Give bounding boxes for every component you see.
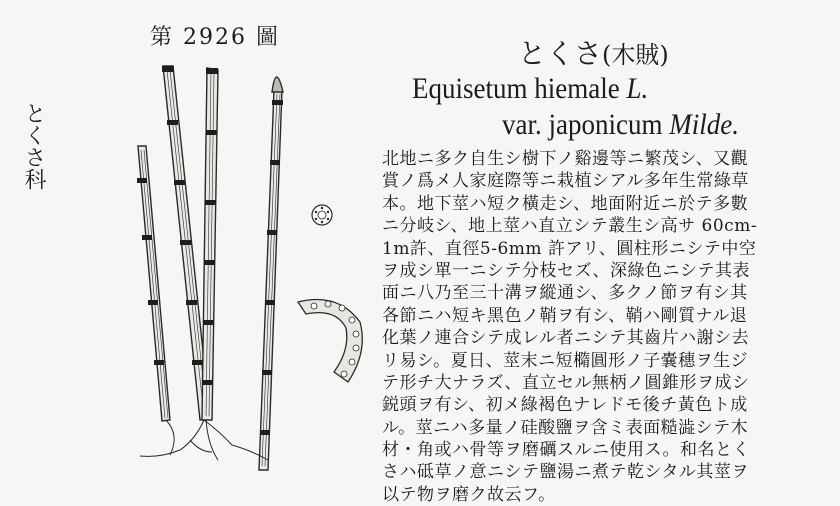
- variety-epithet: var. japonicum: [502, 108, 663, 141]
- description-line: ル。莖ニハ多量ノ硅酸鹽ヲ含ミ表面糙澁シテ木: [382, 417, 749, 438]
- roots: [140, 420, 268, 460]
- description-line: ヲ成シ單一ニシテ分枝セズ、深綠色ニシテ其表: [382, 260, 751, 281]
- family-label: とくさ科: [21, 102, 46, 190]
- description-line: 化葉ノ連合シテ成レル者ニシテ其齒片ハ謝シ去: [382, 328, 750, 349]
- scientific-name: [412, 72, 648, 106]
- japanese-name: とくさ: [518, 37, 603, 70]
- horsetail-illustration: [100, 60, 380, 480]
- stem: [259, 90, 282, 470]
- description-line: 北地ニ多ク自生シ樹下ノ谿邊等ニ繁茂シ、又觀: [382, 149, 749, 169]
- japanese-name-heading: [518, 32, 669, 72]
- description-line: 1m許、直徑5-6mm 許アリ、圓柱形ニシテ中空: [382, 238, 757, 259]
- species-description: [382, 148, 830, 506]
- small-cross-section: [312, 205, 332, 225]
- plate-number: 第 2926 圖: [150, 25, 280, 50]
- description-line: 面ニ八乃至三十溝ヲ縱通シ、多クノ節ヲ有シ其: [382, 283, 748, 304]
- scientific-author: L.: [626, 72, 649, 105]
- description-line: テ形チ大ナラズ、直立セル無柄ノ圓錐形ヲ成シ: [382, 372, 750, 393]
- variety-name: [502, 108, 739, 142]
- description-line: 材・角或ハ骨等ヲ磨礪スルニ使用ス。和名とく: [382, 440, 751, 461]
- variety-author: Milde.: [669, 108, 739, 141]
- description-line: リ易シ。夏日、莖末ニ短橢圓形ノ子嚢穗ヲ生ジ: [382, 350, 749, 371]
- description-line: 本。地下莖ハ短ク橫走シ、地面附近ニ於テ多數: [382, 193, 749, 214]
- large-cross-section: [298, 300, 362, 383]
- description-line: 鋭頭ヲ有シ、初メ綠褐色ナレドモ後チ黃色ト成: [382, 395, 748, 416]
- description-line: ニ分岐シ、地上莖ハ直立シテ叢生シ高サ 60cm-: [382, 216, 758, 237]
- description-line: さハ砥草ノ意ニシテ鹽湯ニ煮テ乾シタル其莖ヲ: [382, 462, 749, 483]
- description-line: 各節ニハ短キ黑色ノ鞘ヲ有シ、鞘ハ剛質ナル退: [382, 305, 748, 326]
- kanji-name: (木賊): [602, 41, 669, 69]
- scientific-binomial: Equisetum hiemale: [412, 72, 620, 105]
- strobilus: [272, 77, 283, 92]
- description-line: 賞ノ爲メ人家庭際等ニ栽植シアル多年生常綠草: [382, 171, 749, 192]
- description-line: 以テ物ヲ磨ク故云フ。: [382, 484, 556, 505]
- stem: [138, 146, 170, 421]
